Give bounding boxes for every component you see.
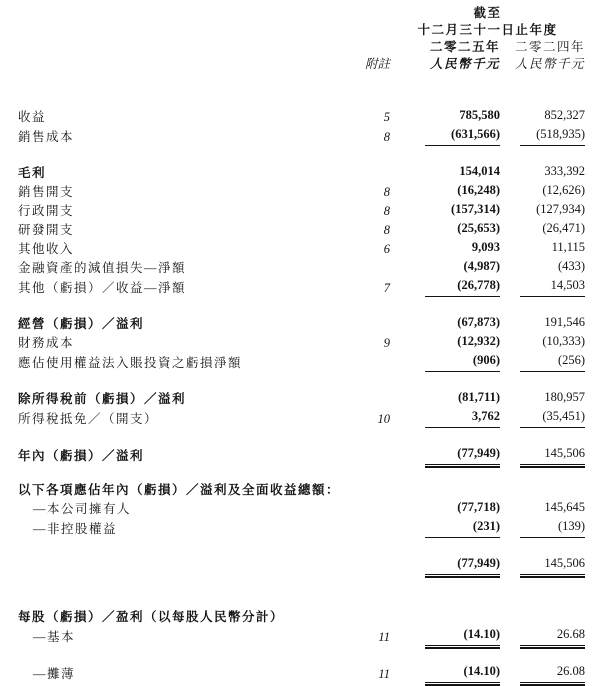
value-2024-cell [500, 333, 585, 352]
row-label: 所得稅抵免／（開支） [18, 412, 159, 426]
spacer-row [18, 146, 585, 163]
table-row-eps-diluted [18, 663, 585, 683]
column-header-unit-2024: 人民幣千元 [515, 57, 586, 71]
row-label: 行政開支 [18, 204, 75, 218]
value-2025-cell [390, 352, 500, 372]
spacer-row [18, 90, 585, 107]
value-2025-cell [390, 201, 500, 220]
row-label: 經營（虧損）／溢利 [18, 317, 145, 331]
spacer-row [18, 538, 585, 555]
value-2025-cell [390, 314, 500, 333]
table-row-income-tax [18, 408, 585, 428]
value-2024: 11,115 [551, 240, 586, 254]
table-row-selling-expenses [18, 182, 585, 201]
value-2025-cell [390, 499, 500, 518]
row-label: 其他（虧損）／收益—淨額 [18, 281, 187, 295]
spacer-cell [18, 538, 585, 555]
value-2025: 9,093 [471, 240, 500, 254]
note-ref: 8 [383, 185, 390, 199]
table-row-profit-before-tax [18, 389, 585, 408]
value-2024: (127,934) [536, 202, 586, 216]
row-label: 年內（虧損）／溢利 [18, 449, 145, 463]
value-2024: (518,935) [520, 126, 585, 146]
value-2025-cell [390, 220, 500, 239]
row-label: 銷售開支 [18, 185, 75, 199]
row-label: 收益 [18, 110, 47, 124]
value-2025: (14.10) [425, 663, 500, 683]
value-2025: (12,932) [457, 334, 500, 348]
value-2024-cell [500, 201, 585, 220]
value-2024: 26.08 [520, 663, 585, 683]
spacer-cell [348, 39, 390, 56]
value-2025: (231) [425, 518, 500, 538]
note-ref [348, 163, 390, 182]
value-2024-cell [500, 663, 585, 683]
column-header-year-2025: 二零二五年 [429, 40, 500, 54]
table-row-non-controlling-interests [18, 518, 585, 538]
value-2024-cell [500, 352, 585, 372]
value-2024: 852,327 [544, 108, 586, 122]
spacer-cell [18, 90, 585, 107]
header-row-period2 [18, 22, 585, 39]
value-2024: 180,957 [544, 390, 586, 404]
value-2025-cell [390, 408, 500, 428]
row-label: 毛利 [18, 166, 47, 180]
spacer-cell [18, 39, 348, 56]
value-2024-cell [500, 626, 585, 646]
value-2025: (16,248) [457, 183, 500, 197]
spacer-cell [18, 372, 585, 389]
table-row-other-gains-losses [18, 277, 585, 297]
row-label [18, 555, 348, 575]
value-2025-cell [390, 258, 500, 277]
value-2025: (67,873) [457, 315, 500, 329]
value-2024-cell [500, 555, 585, 575]
value-2024: 14,503 [520, 277, 585, 297]
period-caption-line2: 十二月三十一日止年度 [417, 23, 558, 37]
spacer-cell [18, 146, 585, 163]
column-header-note: 附註 [364, 57, 390, 71]
spacer-cell [18, 592, 585, 609]
section-heading: 以下各項應佔年內（虧損）／溢利及全面收益總額： [18, 483, 341, 497]
value-2025: (906) [425, 352, 500, 372]
value-2025-cell [390, 626, 500, 646]
value-2024-cell [500, 258, 585, 277]
table-row-attributable-heading [18, 482, 585, 499]
spacer-cell [18, 73, 585, 90]
note-ref [348, 499, 390, 518]
note-ref: 8 [383, 204, 390, 218]
note-ref [348, 518, 390, 538]
table-row-eps-heading [18, 609, 585, 626]
value-2024-cell [500, 445, 585, 465]
value-2024: (12,626) [542, 183, 586, 197]
value-2024: (139) [520, 518, 585, 538]
value-2025: (77,718) [457, 500, 500, 514]
header-row-years [18, 39, 585, 56]
note-ref: 10 [377, 412, 390, 426]
table-row-admin-expenses [18, 201, 585, 220]
table-row-owners-of-company [18, 499, 585, 518]
note-ref: 11 [378, 667, 390, 681]
value-2025-cell [390, 389, 500, 408]
value-2024-cell [500, 182, 585, 201]
value-2025-cell [390, 518, 500, 538]
value-2025: (81,711) [457, 390, 500, 404]
spacer-row [18, 428, 585, 445]
table-row-gross-profit [18, 163, 585, 182]
row-label: 銷售成本 [18, 130, 75, 144]
value-2025: (157,314) [451, 202, 500, 216]
value-2025: (77,949) [425, 445, 500, 465]
table-row-impairment-losses [18, 258, 585, 277]
value-2025: (631,566) [425, 126, 500, 146]
table-row-other-income [18, 239, 585, 258]
value-2024: (35,451) [520, 408, 585, 428]
spacer-cell [348, 5, 390, 22]
value-2025-cell [390, 163, 500, 182]
value-2025: 3,762 [425, 408, 500, 428]
row-label: 應佔使用權益法入賬投資之虧損淨額 [18, 356, 243, 370]
spacer-row [18, 297, 585, 314]
header-row-units [18, 56, 585, 73]
value-2024: 145,506 [520, 445, 585, 465]
note-ref: 9 [383, 336, 390, 350]
note-ref: 11 [378, 630, 390, 644]
value-2024: 26.68 [520, 626, 585, 646]
table-row-rd-expenses [18, 220, 585, 239]
value-2025-cell [390, 333, 500, 352]
value-2025: 785,580 [459, 108, 500, 122]
table-row-attributable-total [18, 555, 585, 575]
note-ref [348, 352, 390, 372]
value-2025: (25,653) [457, 221, 500, 235]
note-ref [348, 258, 390, 277]
value-2025-cell [390, 126, 500, 146]
value-2025: (77,949) [425, 555, 500, 575]
row-label: —非控股權益 [33, 522, 118, 536]
value-2024-cell [500, 499, 585, 518]
row-label: 研發開支 [18, 223, 75, 237]
column-header-year-2024: 二零二四年 [515, 40, 586, 54]
value-2025-cell [390, 555, 500, 575]
value-2024-cell [500, 389, 585, 408]
spacer-cell [18, 428, 585, 445]
table-row-revenue [18, 107, 585, 126]
value-2024: 333,392 [544, 164, 586, 178]
spacer-row [18, 372, 585, 389]
value-2024: 145,506 [520, 555, 585, 575]
note-ref: 6 [383, 242, 390, 256]
value-2024: 145,645 [544, 500, 586, 514]
value-2025: (4,987) [463, 259, 500, 273]
spacer-cell [18, 297, 585, 314]
row-label: —基本 [33, 630, 76, 644]
row-label: 其他收入 [18, 242, 75, 256]
note-ref [348, 389, 390, 408]
table-row-share-of-equity-investments [18, 352, 585, 372]
value-2024: (256) [520, 352, 585, 372]
row-label: —攤薄 [33, 667, 76, 681]
note-ref [348, 445, 390, 465]
value-2024-cell [500, 408, 585, 428]
column-header-unit-2025: 人民幣千元 [429, 57, 500, 71]
value-2024-cell [500, 277, 585, 297]
note-ref [348, 555, 390, 575]
value-2024: (433) [557, 259, 586, 273]
table-row-operating-profit [18, 314, 585, 333]
spacer-row [18, 73, 585, 90]
value-2025-cell [390, 107, 500, 126]
note-ref: 8 [383, 130, 390, 144]
spacer-cell [18, 56, 348, 73]
note-ref: 8 [383, 223, 390, 237]
value-2024-cell [500, 163, 585, 182]
row-label: 除所得稅前（虧損）／溢利 [18, 392, 187, 406]
spacer-row [18, 592, 585, 609]
value-2024-cell [500, 314, 585, 333]
note-ref [348, 314, 390, 333]
spacer-cell [348, 22, 390, 39]
row-label: —本公司擁有人 [33, 502, 132, 516]
spacer-cell [18, 22, 348, 39]
value-2025-cell [390, 663, 500, 683]
header-row-period1 [18, 5, 585, 22]
value-2024-cell [500, 107, 585, 126]
period-caption-line1: 截至 [473, 6, 502, 20]
value-2024: (10,333) [542, 334, 586, 348]
value-2025-cell [390, 182, 500, 201]
value-2024: 191,546 [544, 315, 586, 329]
value-2025: (26,778) [425, 277, 500, 297]
value-2025-cell [390, 445, 500, 465]
value-2025: (14.10) [425, 626, 500, 646]
note-ref: 5 [383, 110, 390, 124]
table-row-eps-basic [18, 626, 585, 646]
section-heading: 每股（虧損）／盈利（以每股人民幣分計） [18, 610, 285, 624]
value-2024-cell [500, 518, 585, 538]
table-row-finance-costs [18, 333, 585, 352]
table-row-cost-of-sales [18, 126, 585, 146]
value-2024: (26,471) [542, 221, 586, 235]
value-2025-cell [390, 239, 500, 258]
table-row-profit-for-year [18, 445, 585, 465]
row-label: 金融資產的減值損失—淨額 [18, 261, 187, 275]
value-2025-cell [390, 277, 500, 297]
value-2024-cell [500, 220, 585, 239]
note-ref: 7 [383, 281, 390, 295]
row-label: 財務成本 [18, 336, 75, 350]
income-statement-table [18, 5, 585, 683]
spacer-cell [18, 5, 348, 22]
value-2024-cell [500, 239, 585, 258]
value-2024-cell [500, 126, 585, 146]
value-2025: 154,014 [459, 164, 500, 178]
